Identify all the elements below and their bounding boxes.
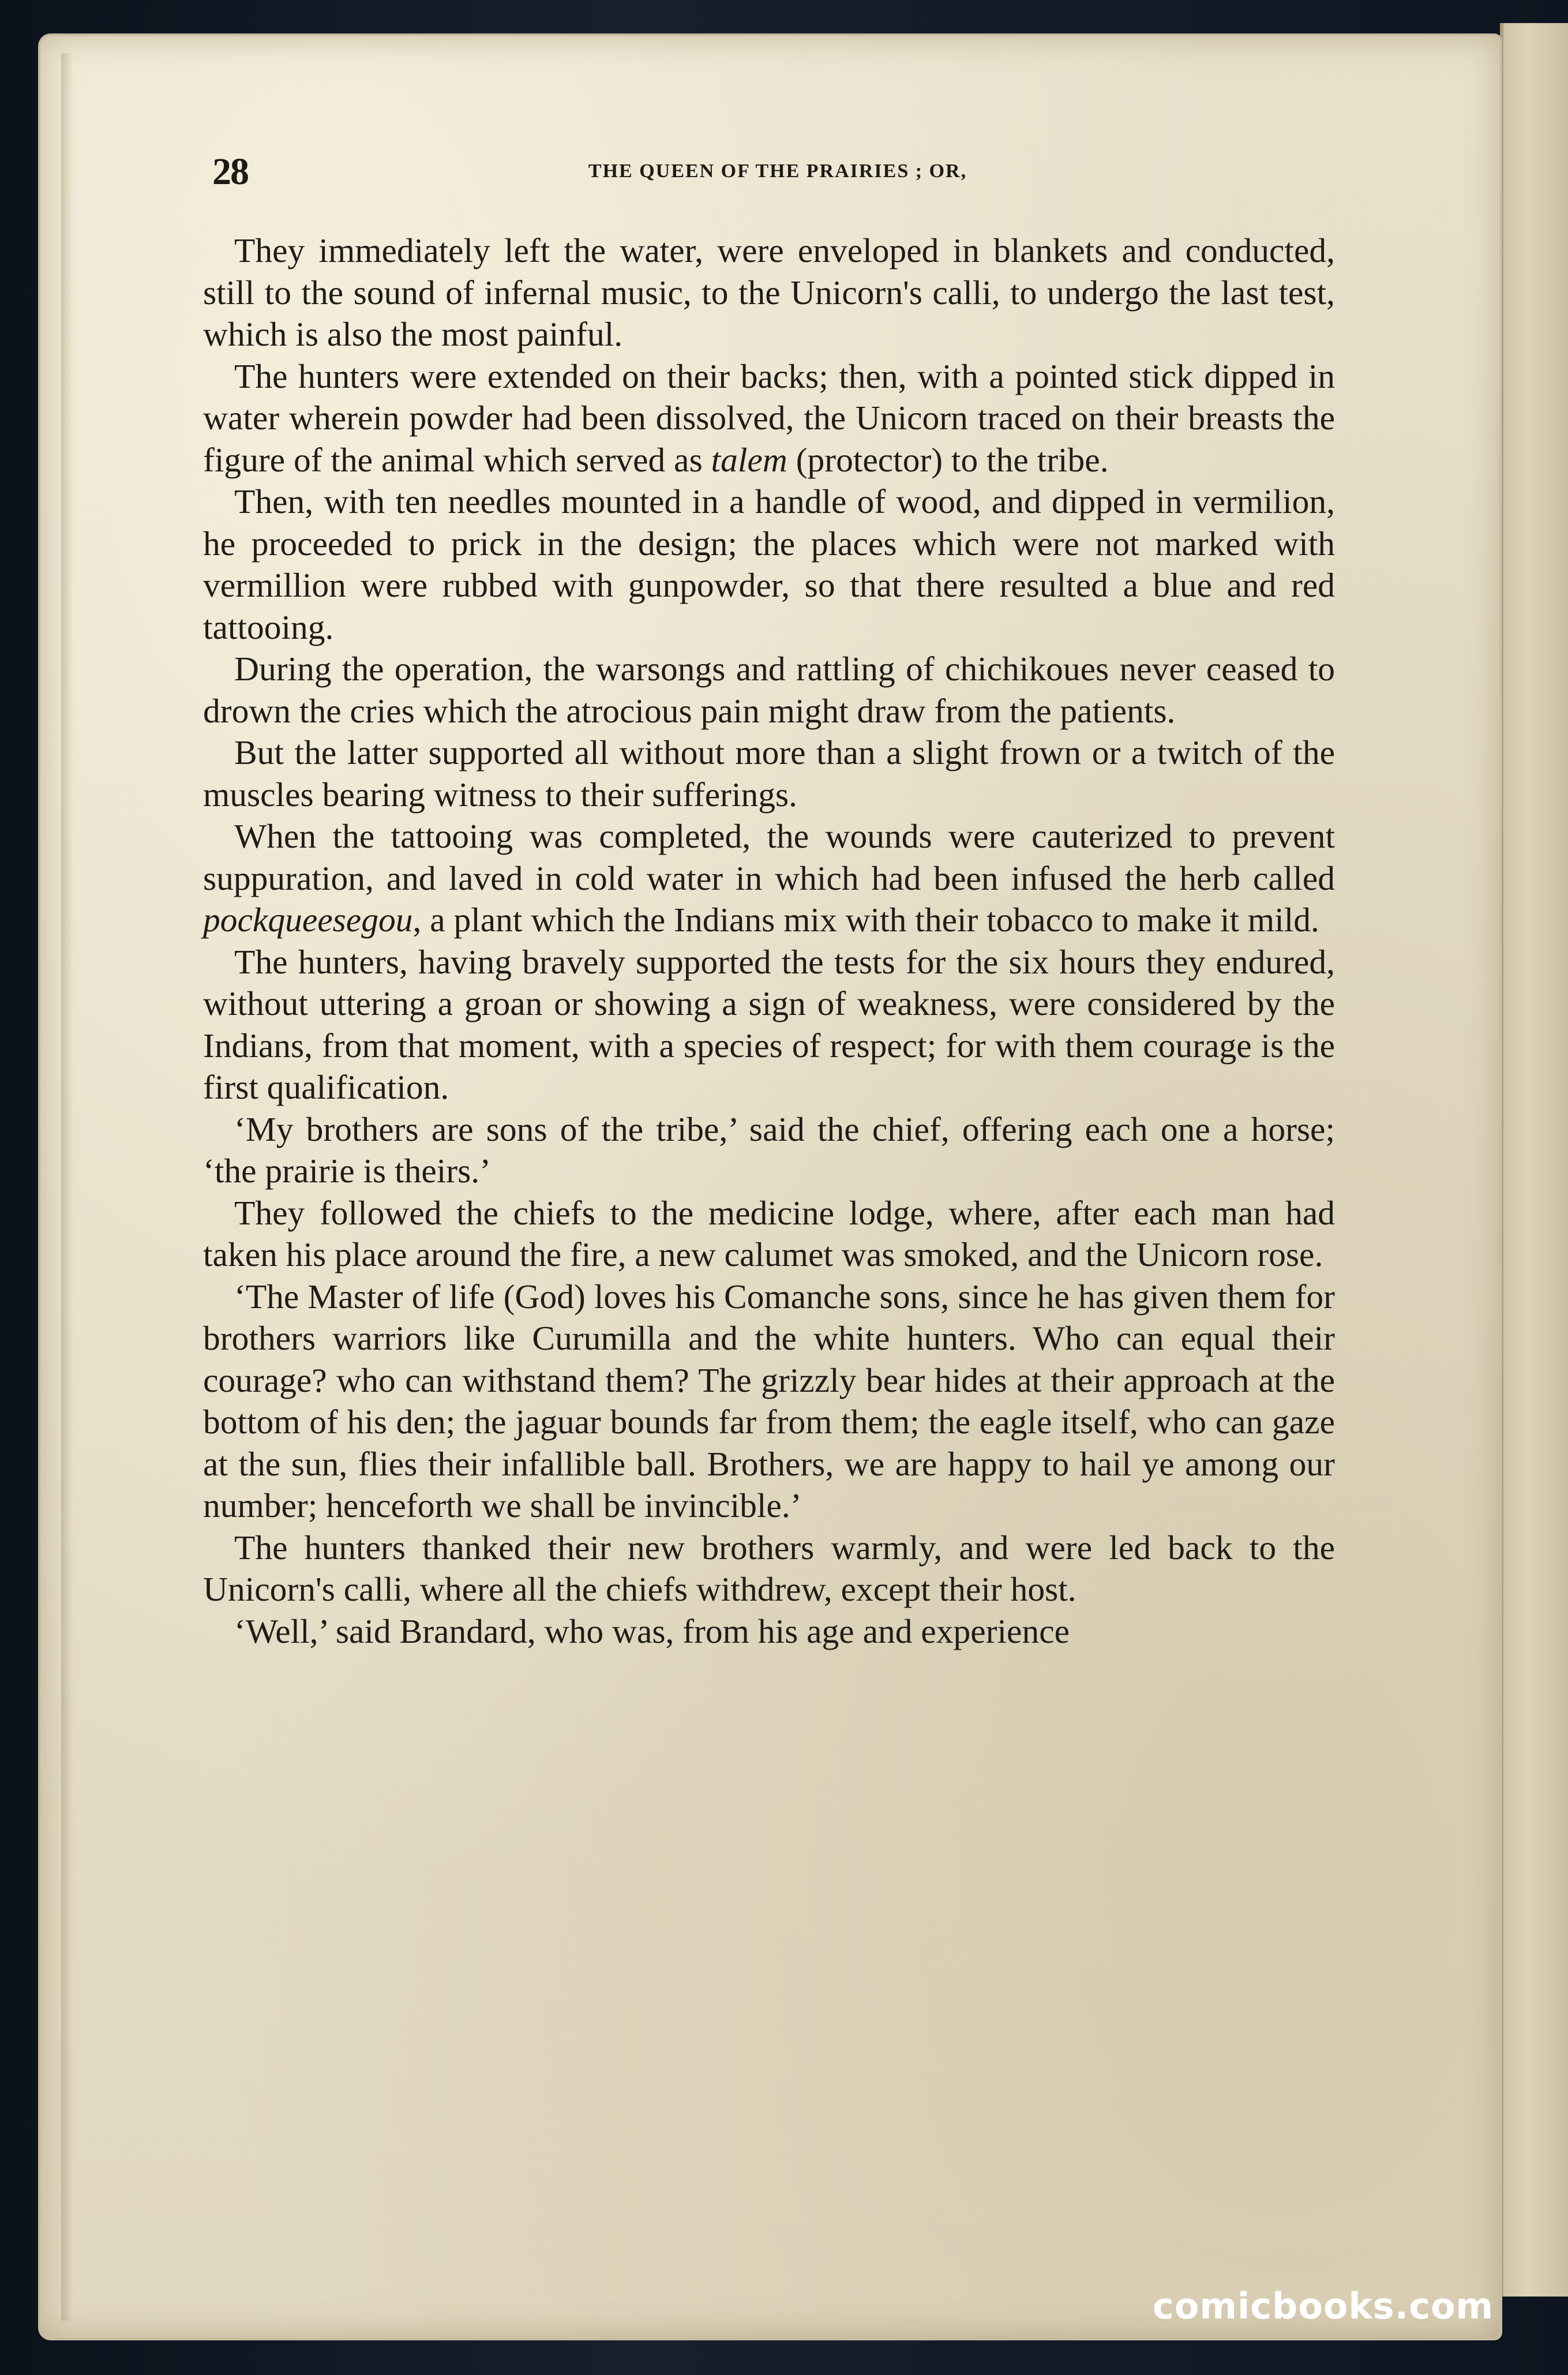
body-text <box>203 230 1335 1652</box>
paragraph: During the operation, the warsongs and rattling of chichikoues never ceased to drown the cries which the atrocious pain might draw from the patients. <box>203 650 1335 730</box>
paragraph: Then, with ten needles mounted in a handle of wood, and dipped in vermilion, he proceeded to prick in the design; the places which were not marked with vermillion were rubbed with gunpowder, so that there resulted a blue and red tattooing. <box>203 482 1335 646</box>
page-gutter-shadow <box>61 53 73 2321</box>
paragraph: ‘My brothers are sons of the tribe,’ said the chief, offering each one a horse; ‘the prairie is theirs.’ <box>203 1110 1335 1190</box>
italic-term: talem <box>711 440 787 479</box>
paragraph <box>203 815 1335 941</box>
paragraph-text: The hunters were extended on their backs; then, with a pointed stick dipped in water wherein powder had been dissolved, the Unicorn traced on their breasts the figure of the animal which served as <box>203 357 1335 479</box>
paragraph-text: When the tattooing was completed, the wounds were cauterized to prevent suppuration, and laved in cold water in which had been infused the herb called <box>203 817 1335 897</box>
paragraph: The hunters, having bravely supported the tests for the six hours they endured, without uttering a groan or showing a sign of weakness, were considered by the Indians, from that moment, with a species of respect; for with them courage is the first qualification. <box>203 942 1335 1106</box>
paragraph: The hunters thanked their new brothers warmly, and were led back to the Unicorn's calli, where all the chiefs withdrew, except their host. <box>203 1528 1335 1608</box>
watermark: comicbooks.com <box>1153 2285 1494 2327</box>
italic-term: pockqueesegou <box>203 901 413 939</box>
page-header <box>212 151 1343 193</box>
page-number: 28 <box>212 151 248 193</box>
paragraph-text: (protector) to the tribe. <box>787 440 1109 479</box>
paragraph: ‘The Master of life (God) loves his Comanche sons, since he has given them for brothers warriors like Curumilla and the white hunters. Who can equal their courage? who can withstand them? The grizzly bear hides at their approach at the bottom of his den; the jaguar bounds far from them; the eagle itself, who can gaze at the sun, flies their infallible ball. Brothers, we are happy to hail ye among our number; henceforth we shall be invincible.’ <box>203 1277 1335 1524</box>
paragraph-text: , a plant which the Indians mix with their tobacco to make it mild. <box>412 901 1319 939</box>
paragraph <box>203 355 1335 481</box>
paragraph: ‘Well,’ said Brandard, who was, from his age and experience <box>234 1612 1070 1650</box>
running-head: THE QUEEN OF THE PRAIRIES ; OR, <box>588 160 967 182</box>
paragraph: They immediately left the water, were enveloped in blankets and conducted, still to the sound of infernal music, to the Unicorn's calli, to undergo the last test, which is also the most painful. <box>203 231 1335 353</box>
paragraph: But the latter supported all without more than a slight frown or a twitch of the muscles bearing witness to their sufferings. <box>203 733 1335 814</box>
next-page-edge <box>1500 23 1568 2297</box>
paragraph: They followed the chiefs to the medicine lodge, where, after each man had taken his place around the fire, a new calumet was smoked, and the Unicorn rose. <box>203 1193 1335 1273</box>
